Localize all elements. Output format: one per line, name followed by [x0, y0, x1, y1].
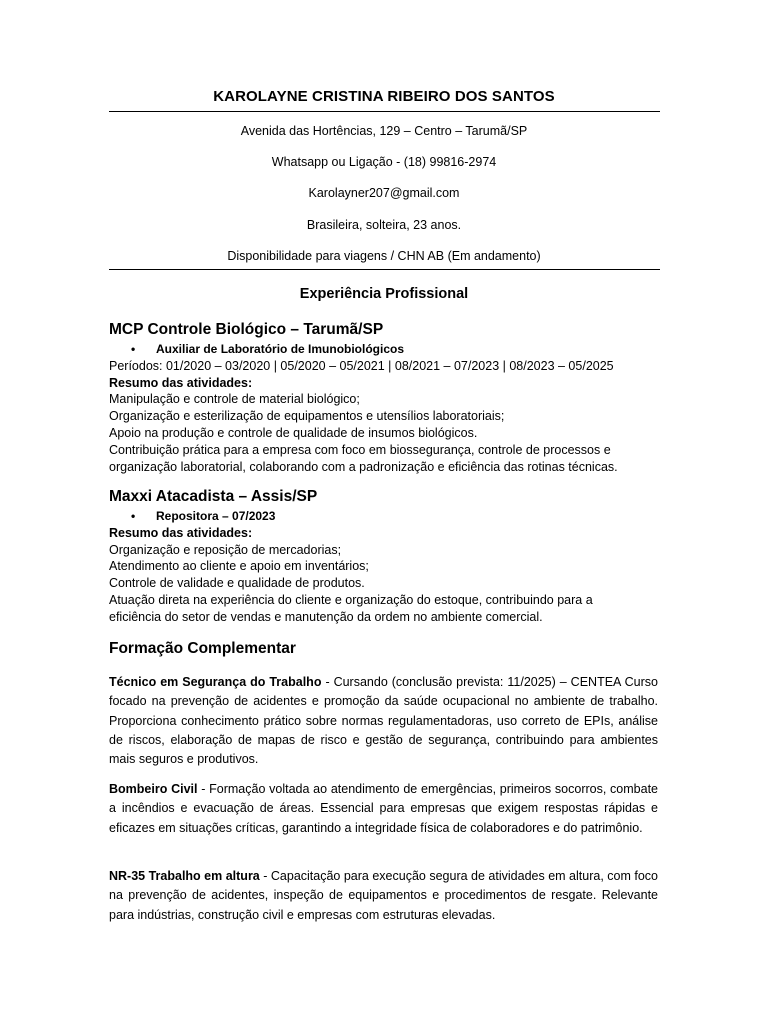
company-name: Maxxi Atacadista – Assis/SP	[109, 488, 318, 505]
summary-label: Resumo das atividades:	[109, 375, 253, 390]
candidate-name: KAROLAYNE CRISTINA RIBEIRO DOS SANTOS	[213, 88, 555, 105]
activity-line: Controle de validade e qualidade de produtos.	[109, 576, 365, 591]
company-name: MCP Controle Biológico – Tarumã/SP	[109, 321, 384, 338]
activity-line: Atuação direta na experiência do cliente e organização do estoque, contribuindo para a	[109, 592, 593, 607]
bullet-icon: •	[131, 342, 136, 356]
activity-line: Apoio na produção e controle de qualidade de insumos biológicos.	[109, 425, 478, 440]
job-periods: Períodos: 01/2020 – 03/2020 | 05/2020 – 05/2021 | 08/2021 – 07/2023 | 08/2023 – 05/2025	[109, 358, 614, 373]
activity-line: Manipulação e controle de material biológico;	[109, 392, 360, 407]
training-item	[109, 673, 658, 769]
experience-section-title: Experiência Profissional	[299, 286, 469, 302]
training-item-text: - Capacitação para execução segura de atividades em altura, com foco na prevenção de acidentes, inspeção de equipamentos e procedimentos de resgate. Relevante para indústrias, construção civil e empresas com estruturas elevadas.	[109, 869, 658, 922]
bullet-icon: •	[131, 509, 136, 523]
job-role-text: Repositora – 07/2023	[156, 509, 276, 523]
job-role	[109, 508, 661, 525]
activity-line: Atendimento ao cliente e apoio em inventários;	[109, 559, 369, 574]
job-entry	[109, 487, 661, 626]
availability-line: Disponibilidade para viagens / CHN AB (Em andamento)	[227, 249, 541, 263]
job-role	[109, 341, 661, 358]
training-section-title: Formação Complementar	[109, 640, 296, 657]
header-divider-top	[109, 111, 660, 112]
activity-line: Organização e reposição de mercadorias;	[109, 542, 342, 557]
email-line: Karolayner207@gmail.com	[308, 186, 460, 200]
activity-line: organização laboratorial, colaborando com a padronização e eficiência das rotinas técnicas.	[109, 459, 618, 474]
training-item	[109, 780, 658, 838]
training-item-title: Técnico em Segurança do Trabalho	[109, 675, 322, 689]
training-item-text: - Formação voltada ao atendimento de emergências, primeiros socorros, combate a incêndios e evacuação de áreas. Essencial para empresas que exigem respostas rápidas e eficazes em situações críticas, garantindo a integridade física de colaboradores e do patrimônio.	[109, 782, 658, 835]
activity-line: eficiência do setor de vendas e manutenção da ordem no ambiente comercial.	[109, 609, 543, 624]
activity-line: Organização e esterilização de equipamentos e utensílios laboratoriais;	[109, 409, 505, 424]
training-item-text: - Cursando (conclusão prevista: 11/2025) – CENTEA Curso focado na prevenção de acidentes e promoção da saúde ocupacional no ambiente de trabalho. Proporciona conhecimento prático sobre normas regulamentadoras, uso correto de EPIs, análise de riscos, elaboração de mapas de risco e gestão de segurança, contribuindo para ambientes mais seguros e produtivos.	[109, 675, 658, 767]
header-divider-bottom	[109, 269, 660, 270]
summary-label: Resumo das atividades:	[109, 525, 253, 540]
job-entry	[109, 320, 661, 475]
address-line: Avenida das Hortências, 129 – Centro – Tarumã/SP	[240, 124, 528, 138]
phone-line: Whatsapp ou Ligação - (18) 99816-2974	[271, 155, 497, 169]
personal-info-line: Brasileira, solteira, 23 anos.	[306, 218, 462, 232]
training-item-title: Bombeiro Civil	[109, 782, 198, 796]
training-item-title: NR-35 Trabalho em altura	[109, 869, 260, 883]
training-item	[109, 867, 658, 925]
job-role-text: Auxiliar de Laboratório de Imunobiológicos	[156, 342, 405, 356]
activity-line: Contribuição prática para a empresa com foco em biossegurança, controle de processos e	[109, 442, 611, 457]
